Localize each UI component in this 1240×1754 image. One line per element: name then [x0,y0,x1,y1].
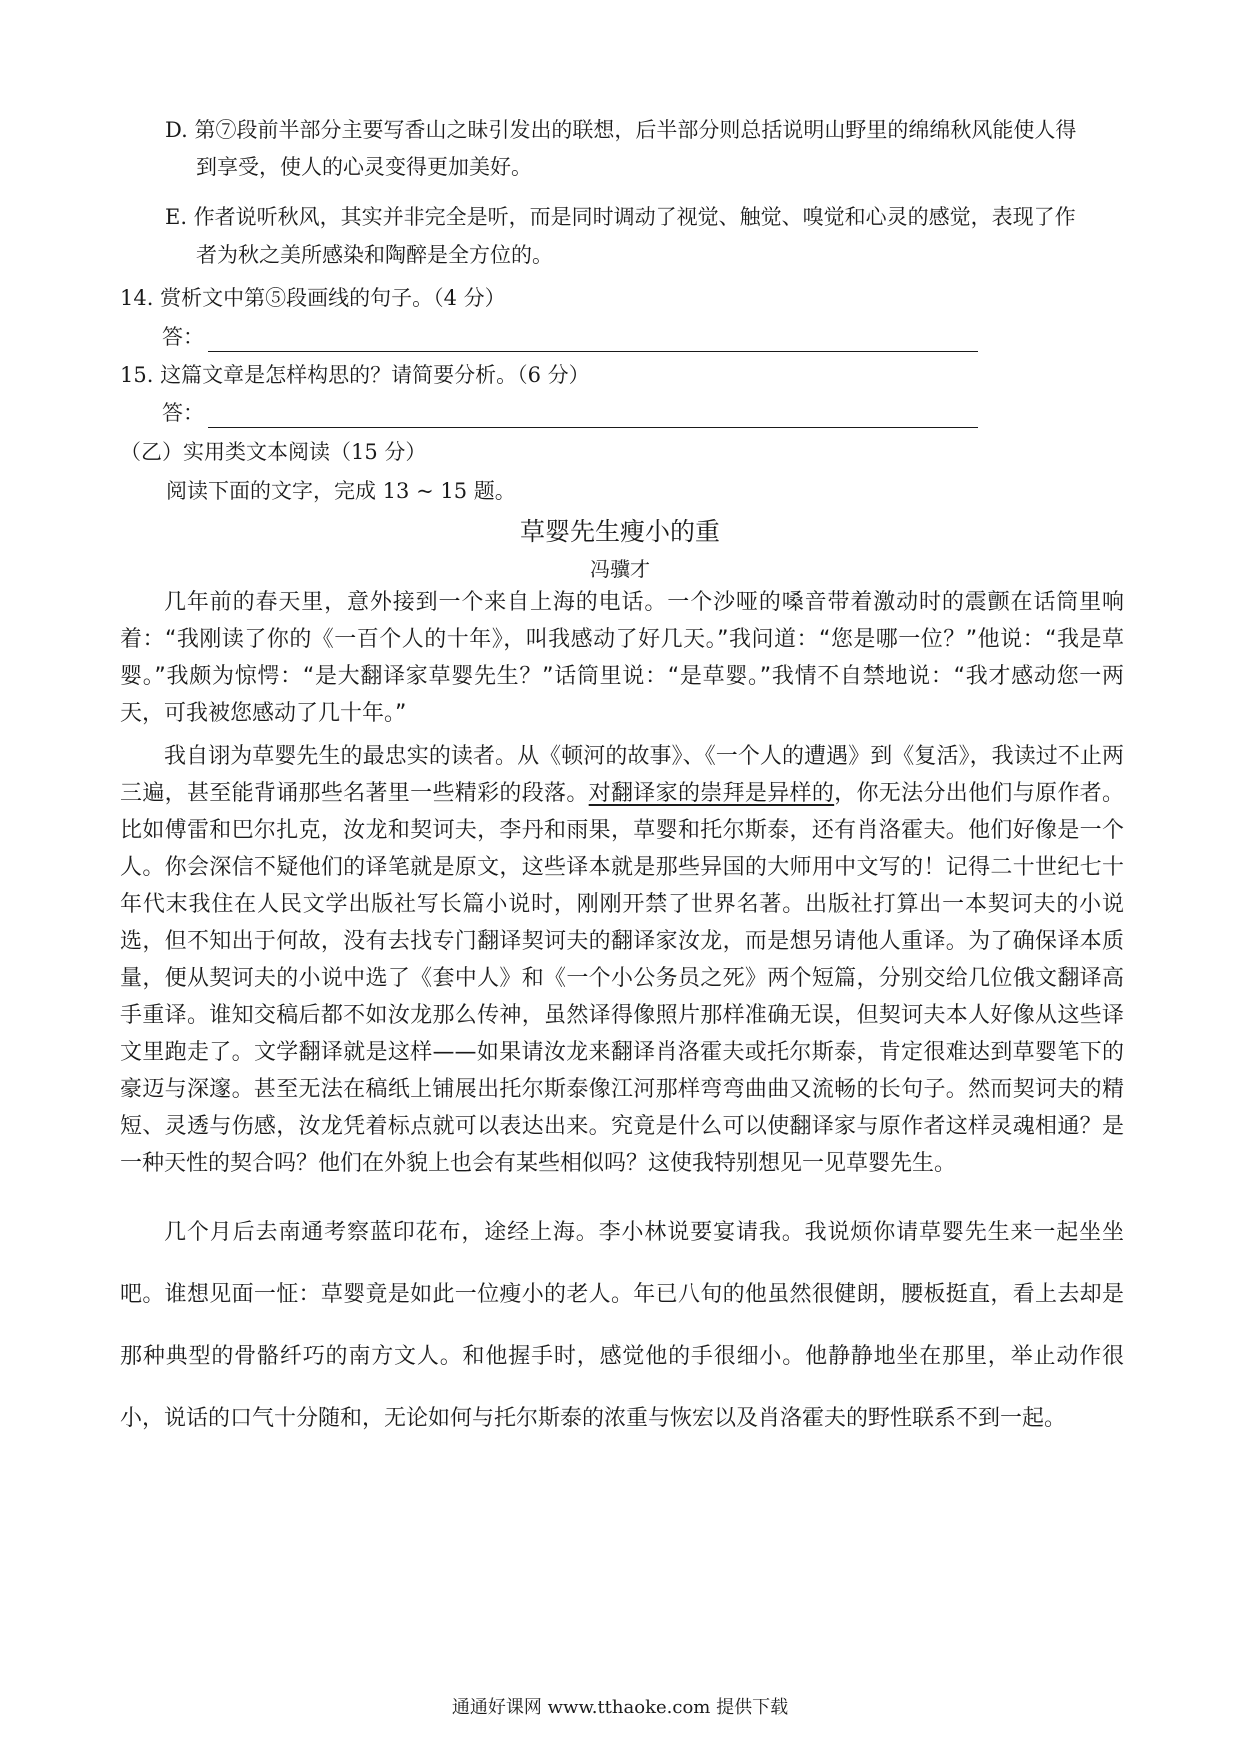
article-paragraph-2 [120,738,1124,1182]
answer-15-label: 答： [162,401,204,425]
option-d-line2: 到享受，使人的心灵变得更加美好。 [196,155,532,179]
page-footer: 通通好课网 www.tthaoke.com 提供下载 [451,1697,789,1718]
option-d-line1: D. 第⑦段前半部分主要写香山之昧引发出的联想，后半部分则总括说明山野里的绵绵秋风能使人得 [165,118,1077,142]
answer-14-label: 答： [162,325,204,349]
option-e-line1: E. 作者说听秋风，其实并非完全是听，而是同时调动了视觉、触觉、嗅觉和心灵的感觉，表现了作 [165,205,1076,229]
article-paragraph-3: 几个月后去南通考察蓝印花布，途经上海。李小林说要宴请我。我说烦你请草婴先生来一起坐坐吧。谁想见面一怔：草婴竟是如此一位瘦小的老人。年已八旬的他虽然很健朗，腰板挺直，看上去却是那种典型的骨骼纤巧的南方文人。和他握手时，感觉他的手很细小。他静静地坐在那里，举止动作很小，说话的口气十分随和，无论如何与托尔斯泰的浓重与恢宏以及肖洛霍夫的野性联系不到一起。 [120,1220,1124,1431]
p2-underlined-sentence: 对翻译家的崇拜是异样的 [588,781,835,806]
article-title: 草婴先生瘦小的重 [519,517,720,546]
question-14: 14. 赏析文中第⑤段画线的句子。（4 分） [120,286,506,310]
article-paragraph-1: 几年前的春天里，意外接到一个来自上海的电话。一个沙哑的嗓音带着激动时的震颤在话筒里响着：“我刚读了你的《一百个人的十年》，叫我感动了好几天。”我问道：“您是哪一位？”他说：“我是草婴。”我颇为惊愕：“是大翻译家草婴先生？”话筒里说：“是草婴。”我情不自禁地说：“我才感动您一两天，可我被您感动了几十年。” [120,590,1124,726]
answer-14-line [208,329,978,352]
p2-text-after: ，你无法分出他们与原作者。比如傅雷和巴尔扎克，汝龙和契诃夫，李丹和雨果，草婴和托尔斯泰，还有肖洛霍夫。他们好像是一个人。你会深信不疑他们的译笔就是原文，这些译本就是那些异国的大师用中文写的！记得二十世纪七十年代末我住在人民文学出版社写长篇小说时，刚刚开禁了世界名著。出版社打算出一本契诃夫的小说选，但不知出于何故，没有去找专门翻译契诃夫的翻译家汝龙，而是想另请他人重译。为了确保译本质量，便从契诃夫的小说中选了《套中人》和《一个小公务员之死》两个短篇，分别交给几位俄文翻译高手重译。谁知交稿后都不如汝龙那么传神，虽然译得像照片那样准确无误，但契诃夫本人好像从这些译文里跑走了。文学翻译就是这样——如果请汝龙来翻译肖洛霍夫或托尔斯泰，肯定很难达到草婴笔下的豪迈与深邃。甚至无法在稿纸上铺展出托尔斯泰像江河那样弯弯曲曲又流畅的长句子。然而契诃夫的精短、灵透与伤感，汝龙凭着标点就可以表达出来。究竟是什么可以使翻译家与原作者这样灵魂相通？是一种天性的契合吗？他们在外貌上也会有某些相似吗？这使我特别想见一见草婴先生。 [120,781,1124,1176]
answer-15[interactable] [162,398,978,428]
section-b-instruction: 阅读下面的文字，完成 13 ~ 15 题。 [166,479,516,503]
article-author: 冯骥才 [590,557,650,581]
answer-15-line [208,405,978,428]
answer-14[interactable] [162,322,978,352]
option-e-line2: 者为秋之美所感染和陶醉是全方位的。 [196,243,553,267]
section-b-heading: （乙）实用类文本阅读（15 分） [120,440,427,464]
p2-text-before: 我自诩为草婴先生的最忠实的读者。从《顿河的故事》、《一个人的遭遇》到《复活》，我读过不止两三遍，甚至能背诵那些名著里一些精彩的段落。 [120,744,1124,806]
question-15: 15. 这篇文章是怎样构思的？请简要分析。（6 分） [120,363,590,387]
